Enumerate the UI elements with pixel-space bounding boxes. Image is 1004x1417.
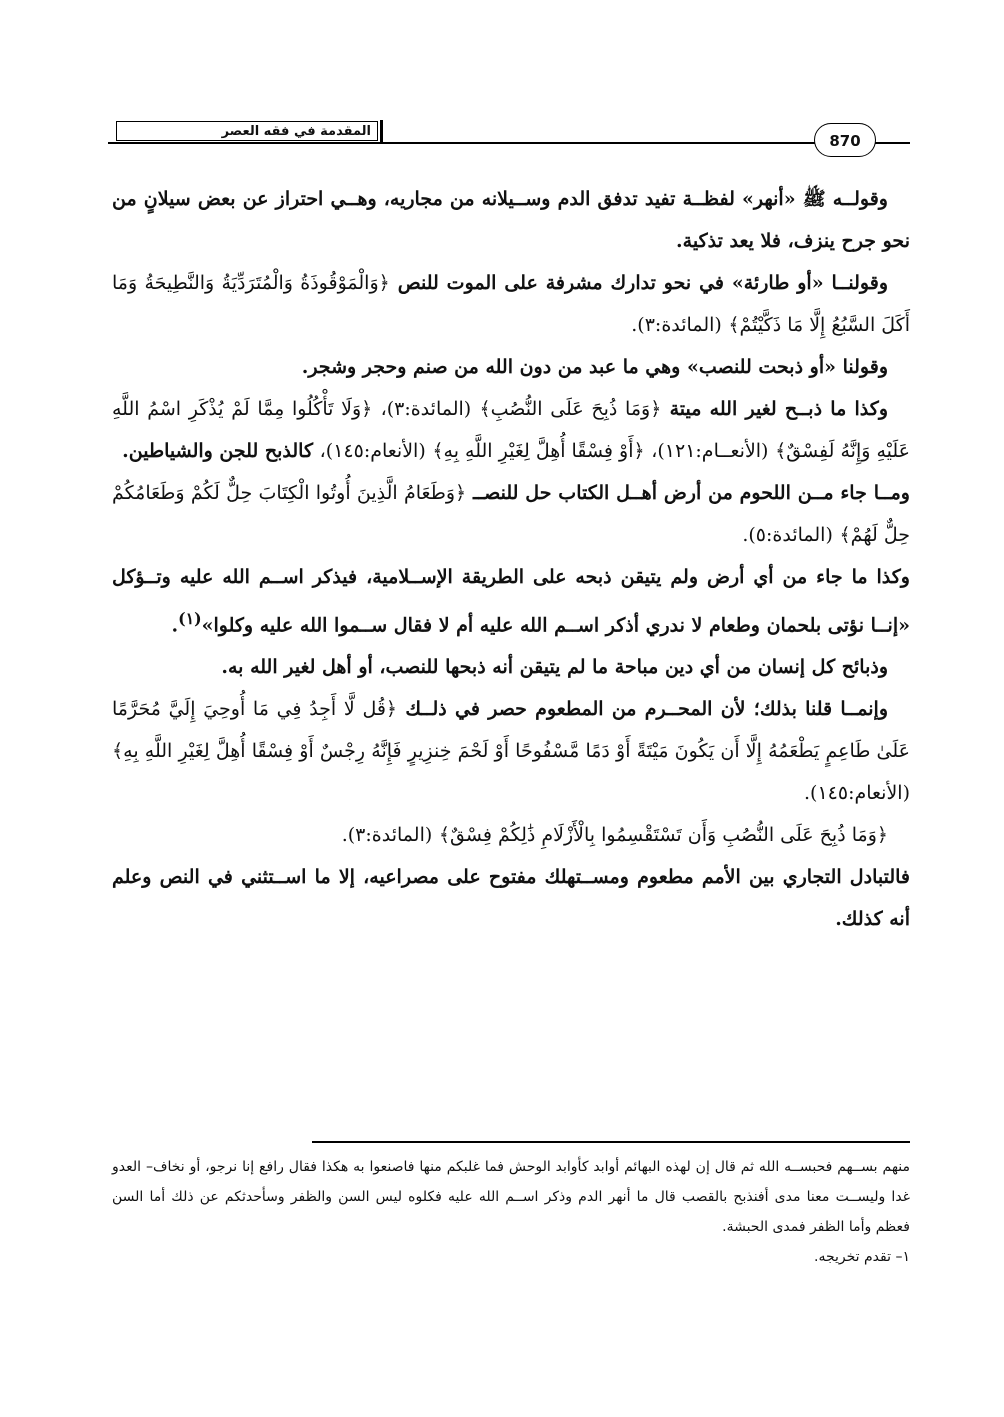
page-header [108, 116, 910, 162]
footnote-ref[interactable]: (١) [178, 609, 202, 628]
paragraph-text: من أرض أهــل الكتاب حل للنصــ [473, 482, 733, 504]
quran-verse: ﴿وَلَا تَأْكُلُوا مِمَّا لَمْ يُذْكَرِ اسْمُ اللَّهِ عَلَيْهِ وَإِنَّهُ لَفِسْقٌ﴾ [112, 398, 910, 462]
quran-verse: ﴿قُل لَّا أَجِدُ فِي مَا أُوحِيَ إِلَيَّ مُحَرَّمًا عَلَىٰ طَاعِمٍ يَطْعَمُهُ إِلَّا أَن يَكُونَ مَيْتَةً أَوْ دَمًا مَّسْفُوحًا أَوْ لَحْمَ خِنزِيرٍ فَإِنَّهُ رِجْسٌ أَوْ فِسْقًا أُهِلَّ لِغَيْرِ اللَّهِ بِهِ﴾ [112, 698, 911, 763]
paragraph-text: وكذا ما ذبــح لغير الله ميتة [669, 398, 888, 420]
quran-verse: ﴿وَالْمَوْقُوذَةُ وَالْمُتَرَدِّيَةُ وَالنَّطِيحَةُ وَمَا أَكَلَ السَّبُعُ إِلَّا مَا ذَكَّيْتُمْ﴾ [112, 272, 910, 336]
verse-reference: (الأنعام:١٤٥). [803, 782, 910, 805]
paragraph-text: وإنمــا قلنا بذلك؛ لأن المحــرم من المطعوم حصر في ذلــك [405, 698, 888, 721]
main-text [112, 178, 910, 940]
paragraph [112, 556, 910, 646]
paragraph: وقولــه ﷺ «أنهر» لفظــة تفيد تدفق الدم وســيلانه من مجاريه، وهــي احتراز عن بعض سيلانٍ من نحو جرح ينزف، فلا يعد تذكية. [112, 188, 910, 252]
paragraph [112, 688, 910, 814]
quran-verse: ﴿وَطَعَامُ الَّذِينَ أُوتُوا الْكِتَابَ حِلٌّ لَكُمْ وَطَعَامُكُمْ حِلٌّ لَهُمْ﴾ [112, 482, 910, 546]
paragraph-lead: ومــا جاء مــن اللحوم [739, 482, 910, 504]
footnote: ١– تقدم تخريجه. [814, 1249, 910, 1265]
quran-verse: ﴿أَوْ فِسْقًا أُهِلَّ لِغَيْرِ اللَّهِ بِهِ﴾ [432, 440, 645, 462]
paragraph [112, 262, 910, 346]
paragraph-text: كالذبح للجن والشياطين. [122, 440, 314, 462]
verse-reference: (المائدة:٣)، [380, 398, 472, 420]
footnote-separator [312, 1141, 910, 1143]
paragraph: فالتبادل التجاري بين الأمم مطعوم ومســتهلك مفتوح على مصراعيه، إلا ما اســتثني في النص وعلم أنه كذلك. [112, 866, 910, 931]
footnotes [112, 1152, 910, 1272]
footnote: منهم بســهم فحبســه الله ثم قال إن لهذه البهائم أوابد كأوابد الوحش فما غلبكم منها فاصنعوا به هكذا فقال رافع إنا نرجو، أو نخاف– العدو غدا وليســت معنا مدى أفنذبح بالقصب قال ما أنهر الدم وذكر اســم الله عليه فكلوه ليس السن والظفر وسأحدثكم عن ذلك أما السن فعظم وأما الظفر فمدى الحبشة. [112, 1159, 910, 1235]
header-rule [108, 142, 910, 144]
paragraph-lead: وكذا ما جاء من أي أرض [707, 566, 910, 588]
verse-reference: (المائدة:٣). [341, 824, 433, 847]
paragraph [112, 472, 910, 556]
verse-reference: (المائدة:٣). [631, 314, 722, 336]
paragraph [112, 388, 910, 472]
verse-reference: (المائدة:٥). [742, 524, 833, 546]
paragraph: وقولنا «أو ذبحت للنصب» وهي ما عبد من دون الله من صنم وحجر وشجر. [301, 356, 888, 378]
running-title: المقدمة في فقه العصر [116, 121, 378, 141]
verse-reference: (الأنعام:١٤٥)، [319, 440, 426, 462]
verse-reference: (الأنعــام:١٢١)، [651, 440, 769, 462]
paragraph [112, 814, 910, 856]
page-number: 870 [814, 123, 876, 157]
paragraph: وذبائح كل إنسان من أي دين مباحة ما لم يتيقن أنه ذبحها للنصب، أو أهل لغير الله به. [221, 656, 888, 679]
paragraph-text: ولم يتيقن ذبحه على الطريقة الإســلامية، فيذكر اســم الله عليه وتــؤكل «إنــا نؤتى بلحمان وطعام لا ندري أذكر اســم الله عليه أم لا فقال ســموا الله عليه وكلوا» [112, 566, 910, 637]
paragraph-text: . [171, 614, 179, 637]
quran-verse: ﴿وَمَا ذُبِحَ عَلَى النُّصُبِ وَأَن تَسْتَقْسِمُوا بِالْأَزْلَامِ ذَٰلِكُمْ فِسْقٌ﴾ [438, 824, 888, 847]
paragraph-text: وقولنــا «أو طارئة» في نحو تدارك مشرفة على الموت للنص [397, 272, 888, 294]
quran-verse: ﴿وَمَا ذُبِحَ عَلَى النُّصُبِ﴾ [479, 398, 662, 420]
